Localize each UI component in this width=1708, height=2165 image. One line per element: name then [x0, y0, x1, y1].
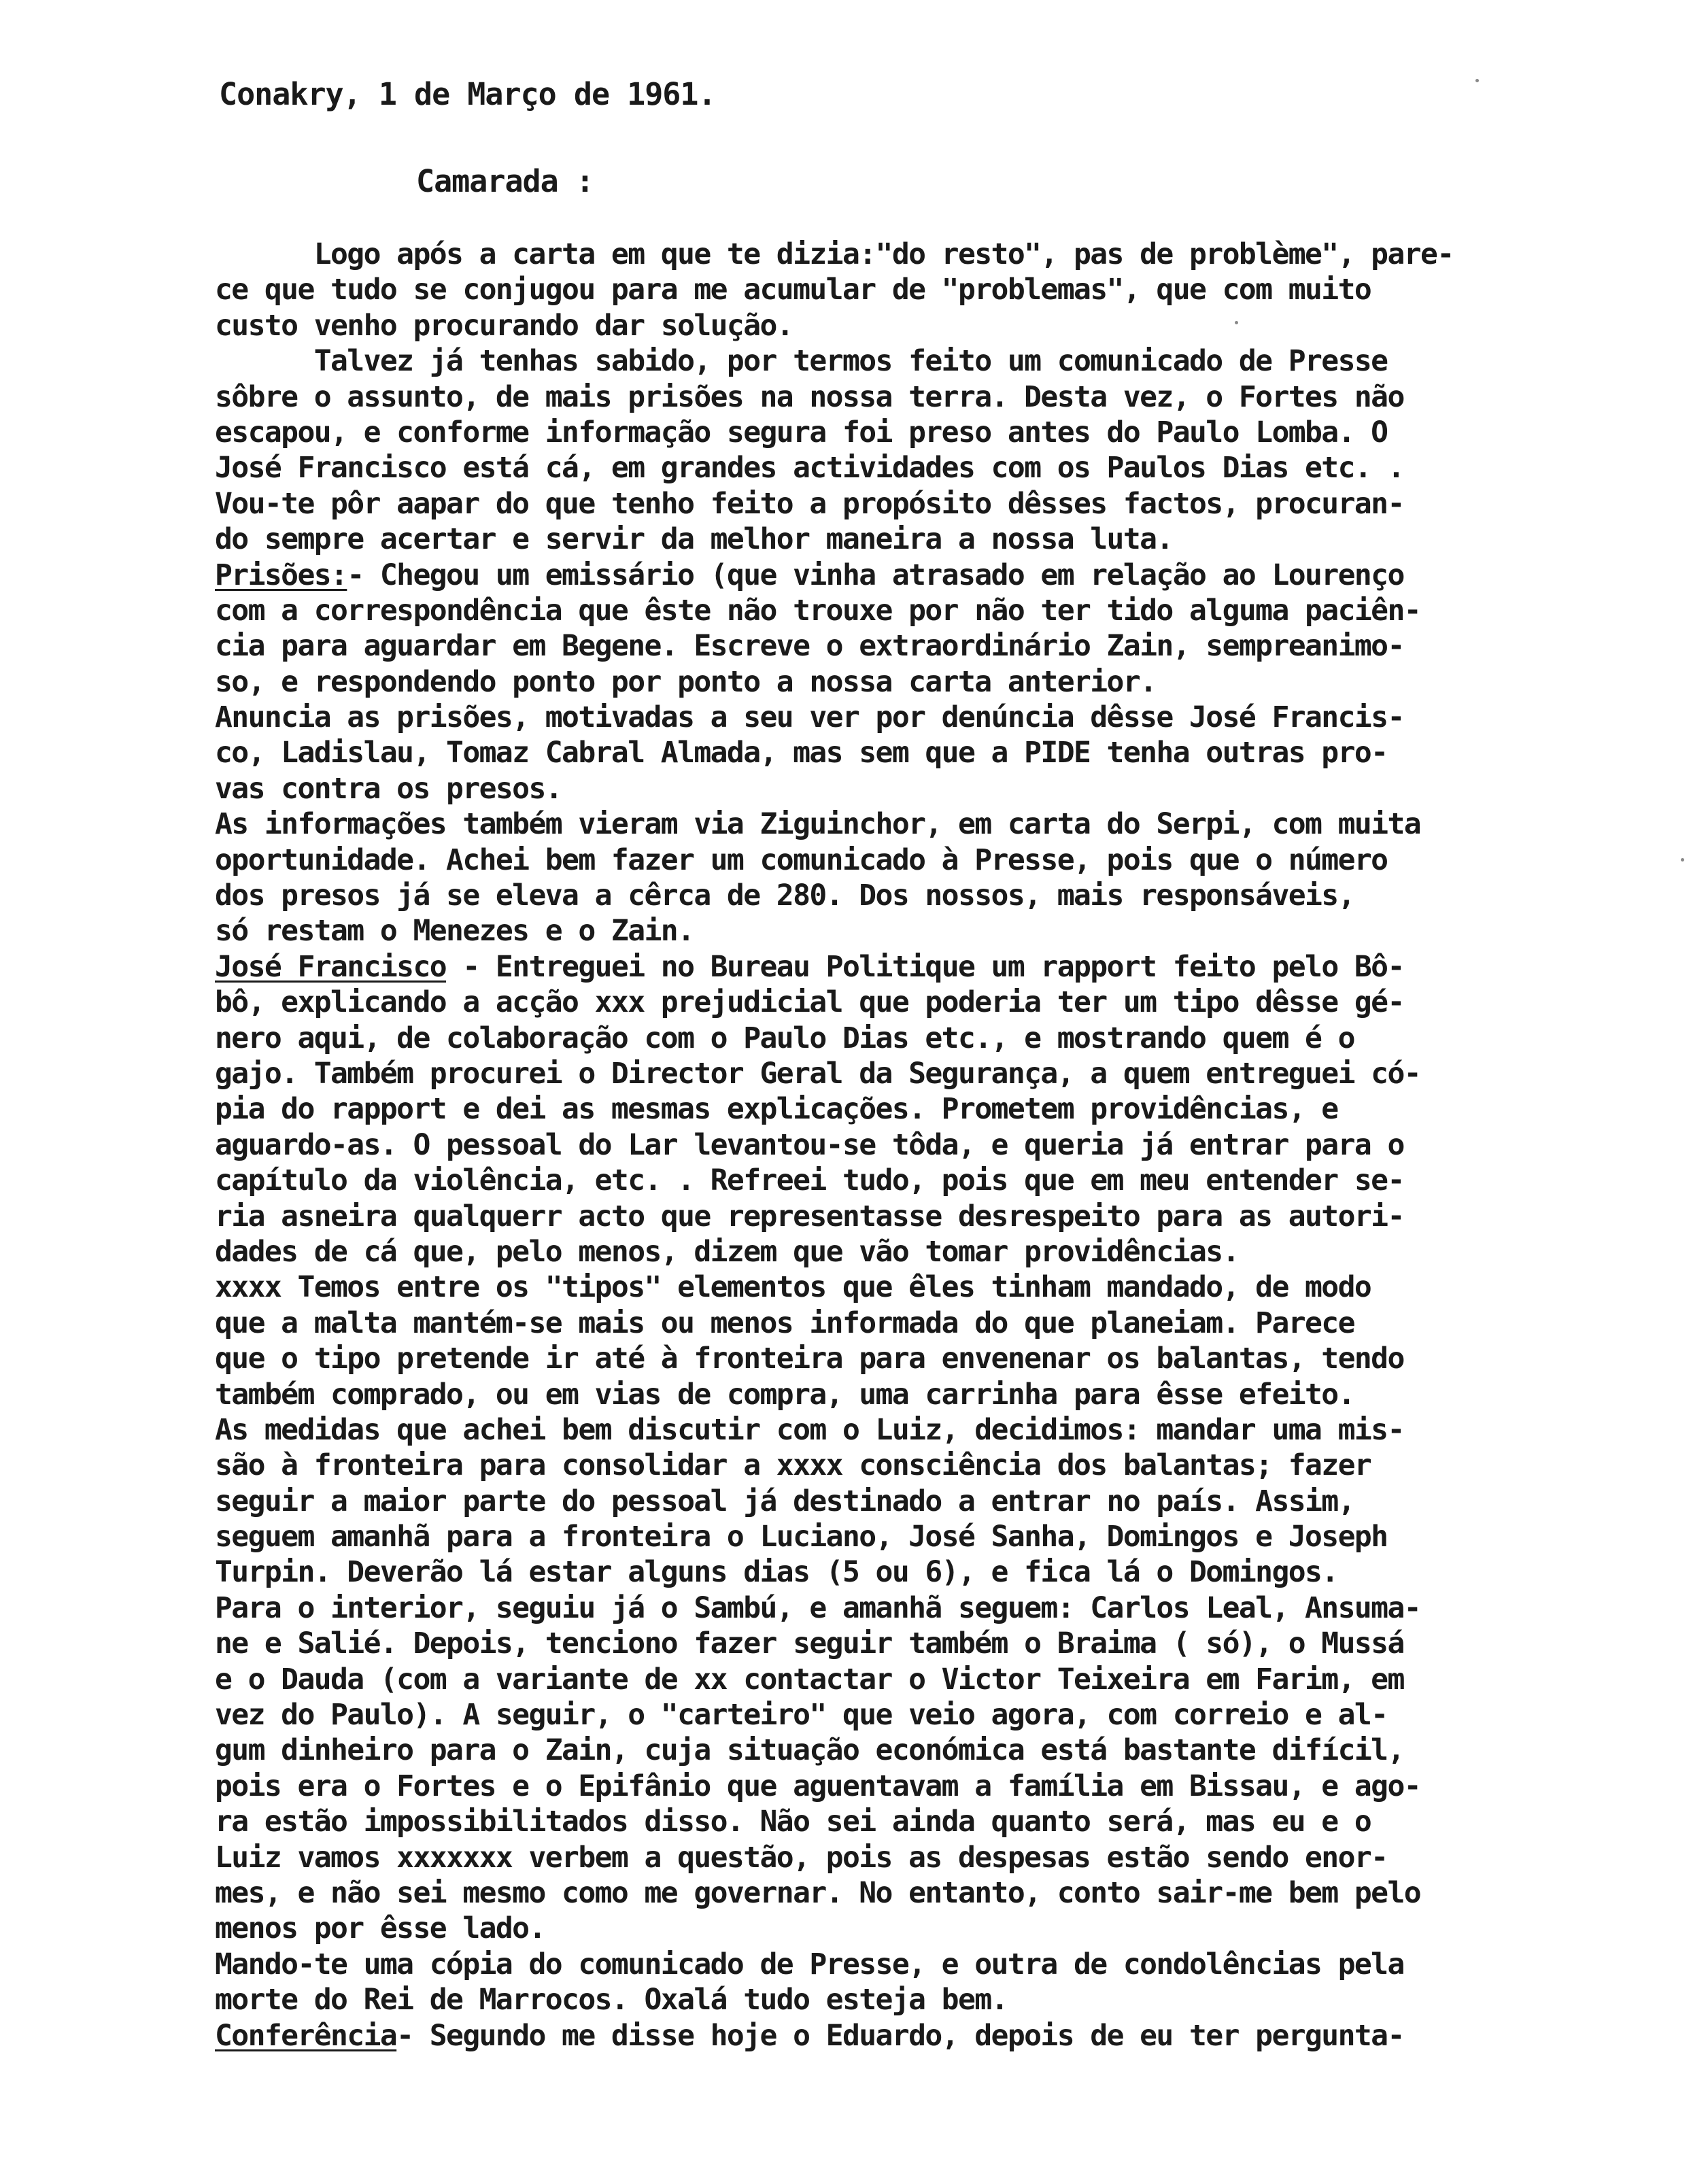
- letter-line: [215, 1341, 1670, 1376]
- letter-line: [215, 558, 1670, 593]
- letter-line: [215, 379, 1670, 415]
- letter-line: [215, 450, 1670, 485]
- line-text: Vou-te pôr aapar do que tenho feito a propósito dêsses factos, procuran-: [215, 486, 1404, 521]
- line-text: vas contra os presos.: [215, 771, 562, 806]
- line-text: As medidas que achei bem discutir com o Luiz, decidimos: mandar uma mis-: [215, 1412, 1404, 1447]
- letter-line: [215, 1840, 1670, 1875]
- letter-line: [215, 522, 1670, 557]
- letter-line: [215, 272, 1670, 307]
- line-text: mes, e não sei mesmo como me governar. No entanto, conto sair-me bem pelo: [215, 1875, 1421, 1910]
- line-text: ria asneira qualquerr acto que representasse desrespeito para as autori-: [215, 1199, 1404, 1233]
- line-text: bô, explicando a acção xxx prejudicial que poderia ter um tipo dêsse gé-: [215, 985, 1404, 1020]
- line-text: aguardo-as. O pessoal do Lar levantou-se tôda, e queria já entrar para o: [215, 1127, 1404, 1162]
- letter-line: [215, 842, 1670, 878]
- letter-line: [215, 1127, 1670, 1163]
- letter-line: [215, 1733, 1670, 1768]
- line-text: só restam o Menezes e o Zain.: [215, 914, 694, 949]
- letter-line: [215, 2018, 1670, 2053]
- letter-line: [215, 1377, 1670, 1412]
- line-text: José Francisco está cá, em grandes actividades com os Paulos Dias etc. .: [215, 451, 1404, 485]
- line-text: custo venho procurando dar solução.: [215, 308, 793, 343]
- letter-line: [215, 1626, 1670, 1661]
- letter-line: [215, 1769, 1670, 1804]
- letter-line: [215, 1911, 1670, 1946]
- line-text: são à fronteira para consolidar a xxxx consciência dos balantas; fazer: [215, 1448, 1371, 1483]
- section-heading: Prisões:: [215, 558, 347, 592]
- letter-line: [215, 1234, 1670, 1269]
- line-text: nero aqui, de colaboração com o Paulo Dias etc., e mostrando quem é o: [215, 1021, 1354, 1055]
- line-text: sôbre o assunto, de mais prisões na nossa terra. Desta vez, o Fortes não: [215, 379, 1404, 414]
- letter-line: [215, 1947, 1670, 1982]
- letter-line: [215, 1804, 1670, 1839]
- letter-line: [215, 1448, 1670, 1483]
- line-text: Luiz vamos xxxxxxx verbem a questão, pois as despesas estão sendo enor-: [215, 1840, 1388, 1875]
- line-text: pia do rapport e dei as mesmas explicações. Prometem providências, e: [215, 1092, 1338, 1127]
- letter-line: [215, 486, 1670, 522]
- line-text: pois era o Fortes e o Epifânio que aguentavam a família em Bissau, e ago-: [215, 1769, 1421, 1803]
- letter-line: [215, 771, 1670, 806]
- letter-salutation: Camarada :: [416, 163, 594, 199]
- line-text: dades de cá que, pelo menos, dizem que vão tomar providências.: [215, 1234, 1239, 1269]
- line-text: co, Ladislau, Tomaz Cabral Almada, mas sem que a PIDE tenha outras pro-: [215, 736, 1388, 770]
- letter-line: [215, 1163, 1670, 1198]
- letter-line: [215, 1982, 1670, 2017]
- letter-line: [215, 1199, 1670, 1234]
- letter-line: [215, 913, 1670, 949]
- line-text: gum dinheiro para o Zain, cuja situação económica está bastante difícil,: [215, 1733, 1404, 1768]
- line-text: Logo após a carta em que te dizia:"do resto", pas de problème", pare-: [215, 237, 1454, 271]
- line-text: gajo. Também procurei o Director Geral da Segurança, a quem entreguei có-: [215, 1056, 1421, 1091]
- line-text: que a malta mantém-se mais ou menos informada do que planeiam. Parece: [215, 1306, 1354, 1340]
- line-text: - Segundo me disse hoje o Eduardo, depois de eu ter pergunta-: [396, 2018, 1404, 2053]
- line-text: ne e Salié. Depois, tenciono fazer seguir também o Braima ( só), o Mussá: [215, 1626, 1404, 1661]
- letter-line: [215, 700, 1670, 735]
- letter-line: [215, 1091, 1670, 1127]
- letter-line: [215, 806, 1670, 842]
- letter-line: [215, 1021, 1670, 1056]
- line-text: menos por êsse lado.: [215, 1911, 545, 1946]
- letter-line: [215, 949, 1670, 985]
- letter-line: [215, 1519, 1670, 1554]
- line-text: capítulo da violência, etc. . Refreei tudo, pois que em meu entender se-: [215, 1163, 1404, 1198]
- section-heading: José Francisco: [215, 949, 447, 984]
- line-text: Mando-te uma cópia do comunicado de Presse, e outra de condolências pela: [215, 1947, 1404, 1981]
- line-text: Talvez já tenhas sabido, por termos feito um comunicado de Presse: [215, 344, 1388, 379]
- letter-line: [215, 1554, 1670, 1590]
- letter-line: [215, 985, 1670, 1020]
- line-text: e o Dauda (com a variante de xx contactar o Victor Teixeira em Farim, em: [215, 1662, 1404, 1697]
- paper-speck: [1681, 858, 1684, 862]
- line-text: Turpin. Deverão lá estar alguns dias (5 ou 6), e fica lá o Domingos.: [215, 1555, 1338, 1590]
- letter-line: [215, 1269, 1670, 1305]
- line-text: seguem amanhã para a fronteira o Luciano, José Sanha, Domingos e Joseph: [215, 1520, 1388, 1554]
- letter-line: [215, 878, 1670, 913]
- letter-line: [215, 1662, 1670, 1697]
- line-text: xxxx Temos entre os "tipos" elementos que êles tinham mandado, de modo: [215, 1270, 1371, 1305]
- line-text: que o tipo pretende ir até à fronteira para envenenar os balantas, tendo: [215, 1342, 1404, 1376]
- letter-line: [215, 1056, 1670, 1091]
- letter-line: [215, 1306, 1670, 1341]
- letter-line: [215, 593, 1670, 628]
- letter-line: [215, 343, 1670, 379]
- line-text: com a correspondência que êste não trouxe por não ter tido alguma paciên-: [215, 593, 1421, 628]
- line-text: - Entreguei no Bureau Politique um rapport feito pelo Bô-: [446, 949, 1404, 984]
- line-text: so, e respondendo ponto por ponto a nossa carta anterior.: [215, 664, 1157, 699]
- letter-line: [215, 308, 1670, 343]
- line-text: morte do Rei de Marrocos. Oxalá tudo esteja bem.: [215, 1983, 1008, 2017]
- letter-line: [215, 1590, 1670, 1626]
- letter-line: [215, 1412, 1670, 1448]
- letter-line: [215, 735, 1670, 770]
- letter-dateline: Conakry, 1 de Março de 1961.: [219, 76, 716, 112]
- line-text: ra estão impossibilitados disso. Não sei ainda quanto será, mas eu e o: [215, 1805, 1371, 1839]
- letter-body: [215, 237, 1670, 2053]
- line-text: seguir a maior parte do pessoal já destinado a entrar no país. Assim,: [215, 1484, 1354, 1518]
- line-text: As informações também vieram via Ziguinchor, em carta do Serpi, com muita: [215, 807, 1421, 842]
- line-text: oportunidade. Achei bem fazer um comunicado à Presse, pois que o número: [215, 842, 1388, 877]
- section-heading: Conferência: [215, 2018, 397, 2053]
- line-text: - Chegou um emissário (que vinha atrasado em relação ao Lourenço: [347, 558, 1404, 592]
- line-text: do sempre acertar e servir da melhor maneira a nossa luta.: [215, 522, 1173, 557]
- letter-line: [215, 237, 1670, 272]
- letter-line: [215, 1697, 1670, 1733]
- line-text: dos presos já se eleva a cêrca de 280. Dos nossos, mais responsáveis,: [215, 879, 1354, 913]
- line-text: também comprado, ou em vias de compra, uma carrinha para êsse efeito.: [215, 1377, 1354, 1412]
- letter-line: [215, 1484, 1670, 1519]
- line-text: escapou, e conforme informação segura foi preso antes do Paulo Lomba. O: [215, 415, 1388, 449]
- letter-line: [215, 664, 1670, 700]
- letter-line: [215, 415, 1670, 450]
- line-text: vez do Paulo). A seguir, o "carteiro" que veio agora, com correio e al-: [215, 1698, 1388, 1733]
- line-text: ce que tudo se conjugou para me acumular de "problemas", que com muito: [215, 273, 1371, 307]
- paper-speck: [1475, 79, 1479, 82]
- letter-line: [215, 628, 1670, 664]
- line-text: cia para aguardar em Begene. Escreve o extraordinário Zain, sempreanimo-: [215, 629, 1404, 664]
- line-text: Para o interior, seguiu já o Sambú, e amanhã seguem: Carlos Leal, Ansuma-: [215, 1590, 1421, 1625]
- line-text: Anuncia as prisões, motivadas a seu ver por denúncia dêsse José Francis-: [215, 700, 1404, 735]
- letter-line: [215, 1875, 1670, 1911]
